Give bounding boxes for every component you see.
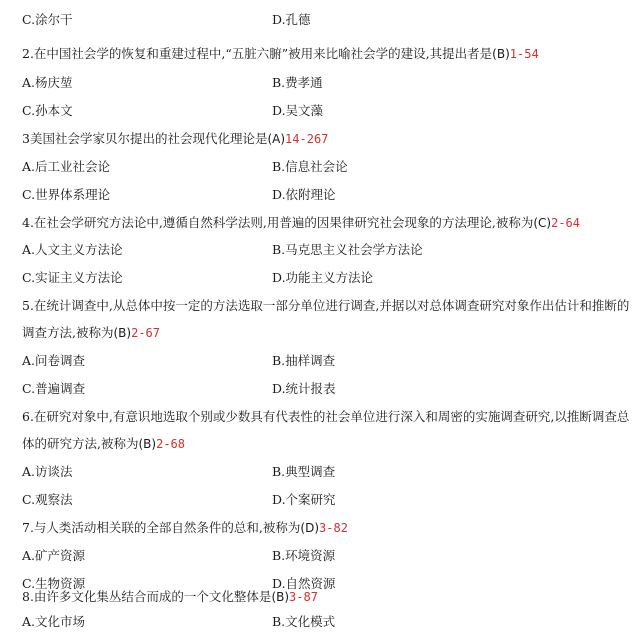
question-6-line-2 bbox=[22, 436, 185, 452]
question-3-stem: 3美国社会学家贝尔提出的社会现代化理论是 bbox=[22, 131, 268, 146]
question-6-option-d: D.个案研究 bbox=[272, 492, 336, 507]
question-5-answer: (B) bbox=[113, 326, 132, 340]
question-3 bbox=[22, 131, 328, 147]
question-8-ref: 3-87 bbox=[289, 590, 318, 604]
question-6-stem: 体的研究方法,被称为 bbox=[22, 436, 139, 451]
question-3-option-c: C.世界体系理论 bbox=[22, 187, 111, 202]
question-6-line-1: 6.在研究对象中,有意识地选取个别或少数具有代表性的社会单位进行深入和周密的实施调查研究,以推断调查总 bbox=[22, 409, 630, 424]
question-3-ref: 14-267 bbox=[285, 132, 329, 146]
question-4-option-c: C.实证主义方法论 bbox=[22, 270, 123, 285]
question-2 bbox=[22, 46, 539, 62]
question-8-option-a: A.文化市场 bbox=[22, 614, 86, 629]
question-5-stem: 调查方法,被称为 bbox=[22, 325, 114, 340]
question-7-option-c: C.生物资源 bbox=[22, 576, 86, 591]
question-4-option-a: A.人文主义方法论 bbox=[22, 242, 123, 257]
question-2-option-c: C.孙本文 bbox=[22, 103, 73, 118]
question-7-ref: 3-82 bbox=[319, 521, 348, 535]
question-4-stem: 4.在社会学研究方法论中,遵循自然科学法则,用普遍的因果律研究社会现象的方法理论,被称为 bbox=[22, 215, 534, 230]
question-2-stem: 2.在中国社会学的恢复和重建过程中,“五脏六腑”被用来比喻社会学的建设,其提出者是 bbox=[22, 46, 493, 61]
question-6-option-a: A.访谈法 bbox=[22, 464, 73, 479]
question-8-answer: (B) bbox=[271, 590, 290, 604]
question-5-ref: 2-67 bbox=[131, 326, 160, 340]
question-7-answer: (D) bbox=[300, 521, 320, 535]
question-7 bbox=[22, 520, 348, 536]
question-7-option-b: B.环境资源 bbox=[272, 548, 336, 563]
question-6-ref: 2-68 bbox=[156, 437, 185, 451]
question-5-line-1: 5.在统计调查中,从总体中按一定的方法选取一部分单位进行调查,并据以对总体调查研究对象作出估计和推断的 bbox=[22, 298, 630, 313]
question-8-option-b: B.文化模式 bbox=[272, 614, 336, 629]
question-5-line-2 bbox=[22, 325, 160, 341]
question-3-answer: (A) bbox=[267, 132, 286, 146]
question-5-option-d: D.统计报表 bbox=[272, 381, 336, 396]
question-5-option-c: C.普遍调查 bbox=[22, 381, 86, 396]
question-6-answer: (B) bbox=[138, 437, 157, 451]
question-2-answer: (B) bbox=[492, 47, 510, 61]
question-7-stem: 7.与人类活动相关联的全部自然条件的总和,被称为 bbox=[22, 520, 301, 535]
question-8-stem: 8.由许多文化集丛结合而成的一个文化整体是 bbox=[22, 589, 272, 604]
question-4-option-b: B.马克思主义社会学方法论 bbox=[272, 242, 423, 257]
question-3-option-a: A.后工业社会论 bbox=[22, 159, 111, 174]
question-2-ref: 1-54 bbox=[509, 47, 539, 61]
question-3-option-b: B.信息社会论 bbox=[272, 159, 348, 174]
question-4 bbox=[22, 215, 580, 231]
question-4-answer: (C) bbox=[533, 216, 552, 230]
question-4-ref: 2-64 bbox=[551, 216, 581, 230]
question-3-option-d: D.依附理论 bbox=[272, 187, 336, 202]
question-2-option-b: B.费孝通 bbox=[272, 75, 323, 90]
question-8 bbox=[22, 589, 318, 605]
question-5-option-b: B.抽样调查 bbox=[272, 353, 336, 368]
question-7-option-d: D.自然资源 bbox=[272, 576, 336, 591]
question-2-option-d: D.吴文藻 bbox=[272, 103, 324, 118]
question-5-option-a: A.问卷调查 bbox=[22, 353, 86, 368]
question-4-option-d: D.功能主义方法论 bbox=[272, 270, 374, 285]
question-7-option-a: A.矿产资源 bbox=[22, 548, 86, 563]
question-6-option-b: B.典型调查 bbox=[272, 464, 336, 479]
option-top-d: D.孔德 bbox=[272, 12, 311, 27]
question-2-option-a: A.杨庆堃 bbox=[22, 75, 73, 90]
question-6-option-c: C.观察法 bbox=[22, 492, 73, 507]
option-top-c: C.涂尔干 bbox=[22, 12, 73, 27]
